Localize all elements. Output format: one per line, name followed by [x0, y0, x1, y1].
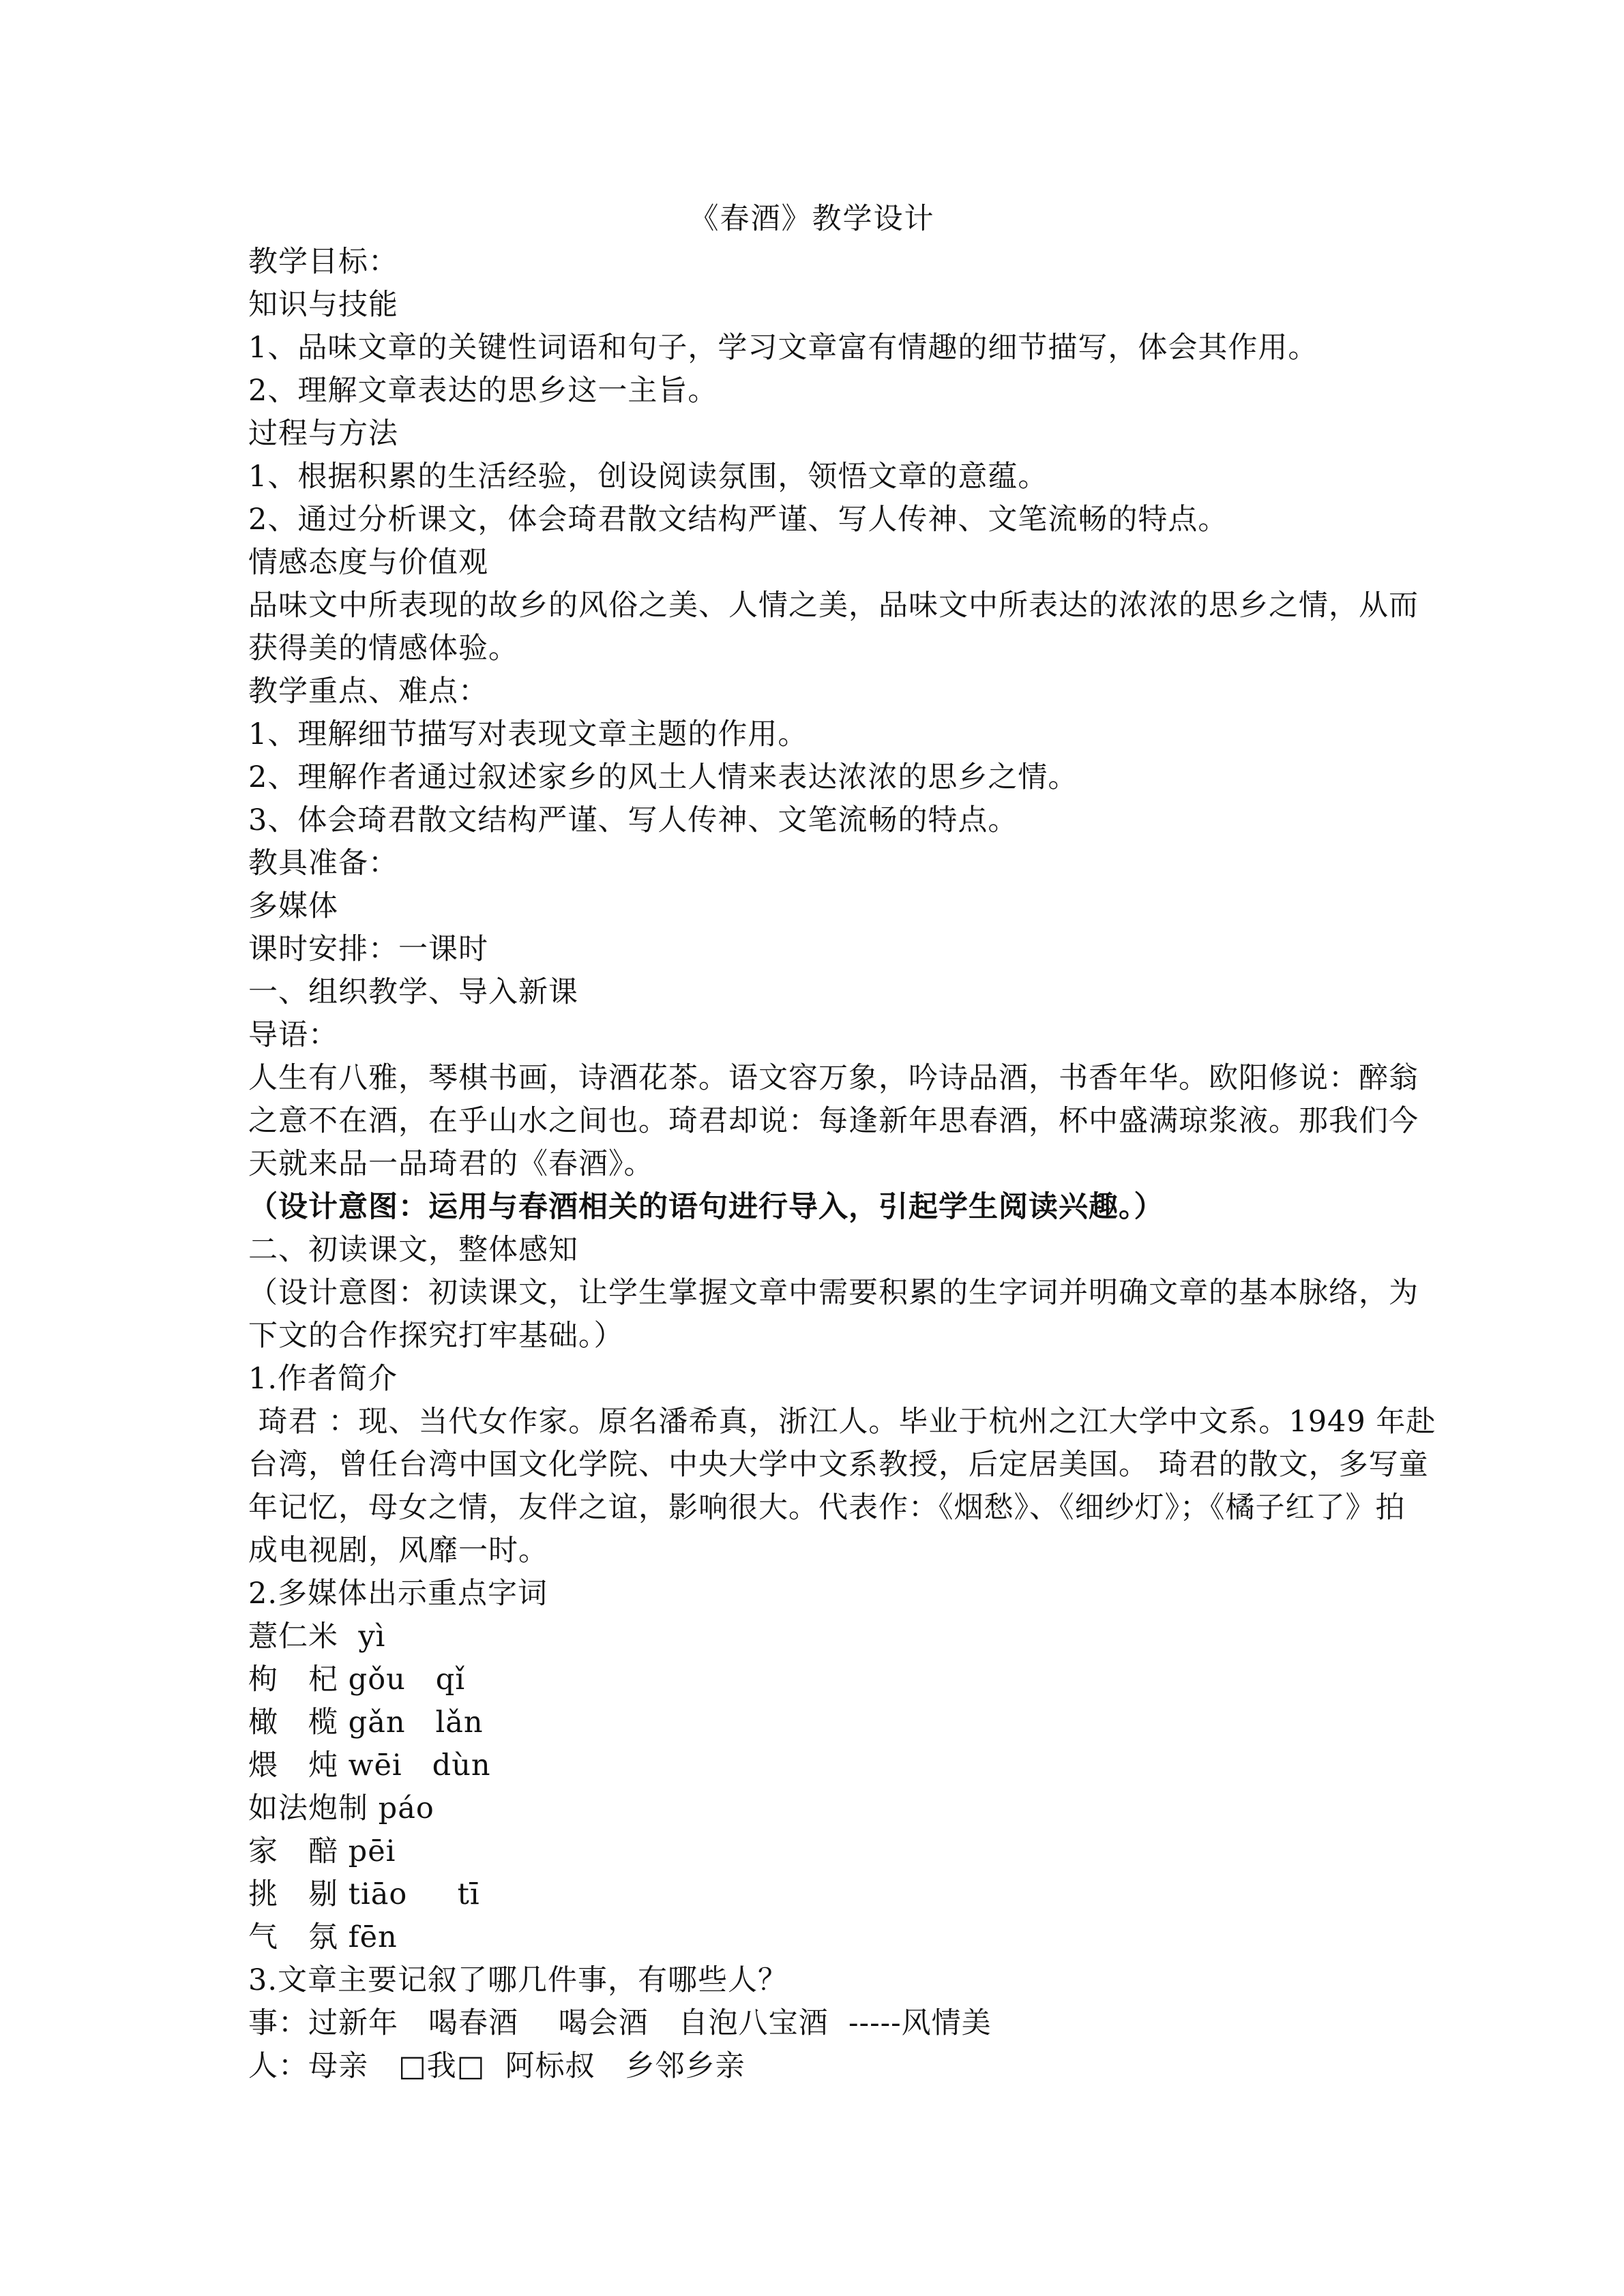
text-line: 年记忆，母女之情，友伴之谊，影响很大。代表作：《烟愁》、《细纱灯》；《橘子红了》拍 — [248, 1491, 1406, 1525]
section-heading: 一、组织教学、导入新课 — [248, 975, 578, 1009]
vocab-item: 家 醅 pēi — [248, 1834, 396, 1868]
text-line: 2、理解作者通过叙述家乡的风土人情来表达浓浓的思乡之情。 — [248, 760, 1078, 794]
vocab-item: 橄 榄 gǎn lǎn — [248, 1705, 484, 1740]
text-line: （设计意图：初读课文，让学生掌握文章中需要积累的生字词并明确文章的基本脉络，为 — [248, 1276, 1419, 1310]
text-line: 2、理解文章表达的思乡这一主旨。 — [248, 374, 718, 408]
text-line: 台湾，曾任台湾中国文化学院、中央大学中文系教授，后定居美国。 琦君的散文，多写童 — [248, 1448, 1429, 1482]
text-line: 2、通过分析课文，体会琦君散文结构严谨、写人传神、文笔流畅的特点。 — [248, 503, 1228, 537]
vocab-item: 枸 杞 gǒu qǐ — [248, 1663, 466, 1697]
text-line: 3、体会琦君散文结构严谨、写人传神、文笔流畅的特点。 — [248, 803, 1018, 837]
subsection-heading: 知识与技能 — [248, 288, 398, 322]
text-line: 琦君 ：现、当代女作家。原名潘希真，浙江人。毕业于杭州之江大学中文系。1949 年赴 — [248, 1405, 1436, 1439]
subsection-heading: 情感态度与价值观 — [248, 546, 488, 580]
text-line: 人：母亲 □我□ 阿标叔 乡邻乡亲 — [248, 2049, 745, 2083]
subsection-heading: 3.文章主要记叙了哪几件事，有哪些人？ — [248, 1963, 788, 1997]
text-line: 课时安排：一课时 — [248, 932, 488, 966]
text-line: 下文的合作探究打牢基础。） — [248, 1319, 624, 1353]
text-line: 之意不在酒，在乎山水之间也。琦君却说：每逢新年思春酒，杯中盛满琼浆液。那我们今 — [248, 1104, 1419, 1138]
text-line: 成电视剧，风靡一时。 — [248, 1534, 548, 1568]
text-line: 人生有八雅，琴棋书画，诗酒花茶。语文容万象，吟诗品酒，书香年华。欧阳修说：醉翁 — [248, 1061, 1419, 1095]
subsection-heading: 2.多媒体出示重点字词 — [248, 1577, 548, 1611]
vocab-item: 薏仁米 yì — [248, 1620, 386, 1654]
text-line: 事：过新年 喝春酒 喝会酒 自泡八宝酒 -----风情美 — [248, 2006, 992, 2040]
design-intent-note: （设计意图：运用与春酒相关的语句进行导入，引起学生阅读兴趣。） — [248, 1190, 1164, 1224]
text-line: 获得美的情感体验。 — [248, 631, 518, 666]
vocab-item: 气 氛 fēn — [248, 1920, 398, 1954]
document-title: 《春酒》教学设计 — [689, 202, 935, 236]
vocab-item: 如法炮制 páo — [248, 1791, 434, 1825]
text-line: 天就来品一品琦君的《春酒》。 — [248, 1147, 654, 1181]
subsection-heading: 过程与方法 — [248, 417, 398, 451]
subsection-heading: 1.作者简介 — [248, 1362, 398, 1396]
section-heading: 二、初读课文，整体感知 — [248, 1233, 578, 1267]
section-heading: 教具准备： — [248, 846, 398, 880]
vocab-item: 煨 炖 wēi dùn — [248, 1748, 491, 1783]
section-heading: 教学目标： — [248, 245, 398, 279]
text-line: 1、理解细节描写对表现文章主题的作用。 — [248, 717, 808, 751]
text-line: 品味文中所表现的故乡的风俗之美、人情之美，品味文中所表达的浓浓的思乡之情，从而 — [248, 588, 1419, 623]
section-heading: 教学重点、难点： — [248, 674, 488, 709]
text-line: 1、根据积累的生活经验，创设阅读氛围，领悟文章的意蕴。 — [248, 460, 1048, 494]
text-line: 1、品味文章的关键性词语和句子，学习文章富有情趣的细节描写，体会其作用。 — [248, 331, 1318, 365]
text-line: 多媒体 — [248, 889, 338, 923]
vocab-item: 挑 剔 tiāo tī — [248, 1877, 480, 1911]
text-line: 导语： — [248, 1018, 338, 1052]
